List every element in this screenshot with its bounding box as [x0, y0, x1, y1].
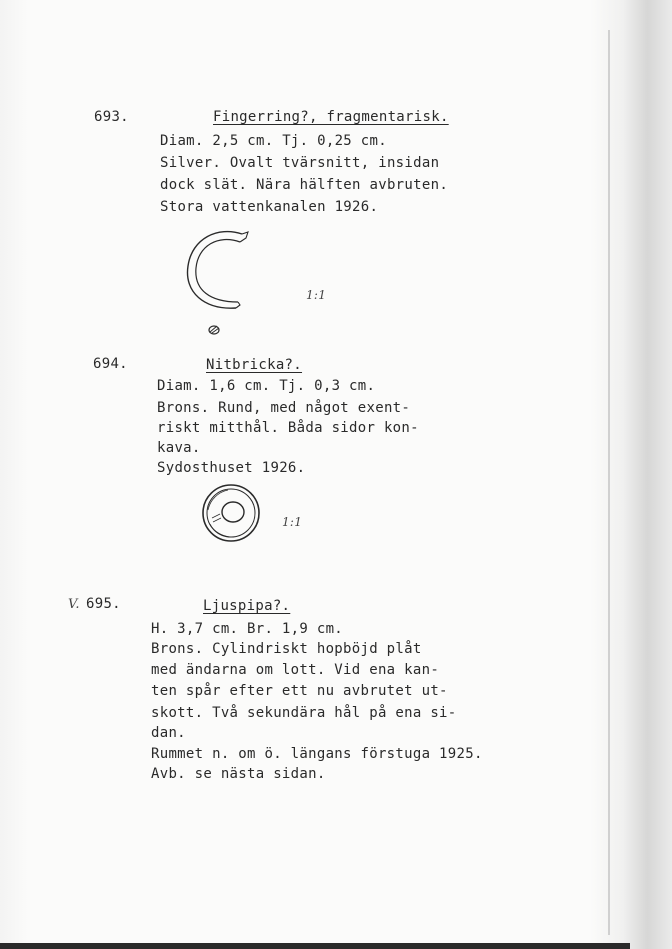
- entry-693-number: 693.: [94, 109, 129, 125]
- scan-edge-left: [0, 0, 28, 949]
- entry-694-line-5: Sydosthuset 1926.: [157, 460, 306, 476]
- entry-693-line-3: dock slät. Nära hälften avbruten.: [160, 177, 449, 193]
- entry-693-line-2: Silver. Ovalt tvärsnitt, insidan: [160, 155, 440, 171]
- entry-695-title: Ljuspipa?.: [203, 598, 291, 614]
- entry-694-number: 694.: [93, 356, 128, 372]
- entry-695-line-4: ten spår efter ett nu avbrutet ut-: [151, 683, 448, 699]
- scan-bottom-edge: [0, 943, 630, 949]
- entry-694-line-2: Brons. Rund, med något exent-: [157, 400, 411, 416]
- entry-694-line-4: kava.: [157, 440, 201, 456]
- entry-695-line-2: Brons. Cylindriskt hopböjd plåt: [151, 641, 422, 657]
- entry-695-line-3: med ändarna om lott. Vid ena kan-: [151, 662, 440, 678]
- entry-695-line-7: Rummet n. om ö. längans förstuga 1925.: [151, 746, 483, 762]
- scan-edge-right: [590, 0, 672, 949]
- entry-693-line-1: Diam. 2,5 cm. Tj. 0,25 cm.: [160, 133, 387, 149]
- entry-693-scale: 1:1: [306, 288, 327, 302]
- entry-693-title: Fingerring?, fragmentarisk.: [213, 109, 449, 125]
- entry-693-line-4: Stora vattenkanalen 1926.: [160, 199, 379, 215]
- washer-drawing: [198, 480, 264, 546]
- entry-695-line-8: Avb. se nästa sidan.: [151, 766, 326, 782]
- entry-694-scale: 1:1: [282, 515, 303, 529]
- entry-694-line-1: Diam. 1,6 cm. Tj. 0,3 cm.: [157, 378, 376, 394]
- entry-695-line-5: skott. Två sekundära hål på ena si-: [151, 705, 457, 721]
- entry-694-title: Nitbricka?.: [206, 357, 303, 373]
- entry-695-checkmark: V.: [68, 597, 80, 612]
- entry-695-line-6: dan.: [151, 725, 186, 741]
- entry-695-number: 695.: [86, 596, 121, 612]
- entry-694-line-3: riskt mitthål. Båda sidor kon-: [157, 420, 419, 436]
- entry-695-line-1: H. 3,7 cm. Br. 1,9 cm.: [151, 621, 344, 637]
- binding-line: [608, 30, 610, 935]
- ring-fragment-drawing: [178, 222, 268, 337]
